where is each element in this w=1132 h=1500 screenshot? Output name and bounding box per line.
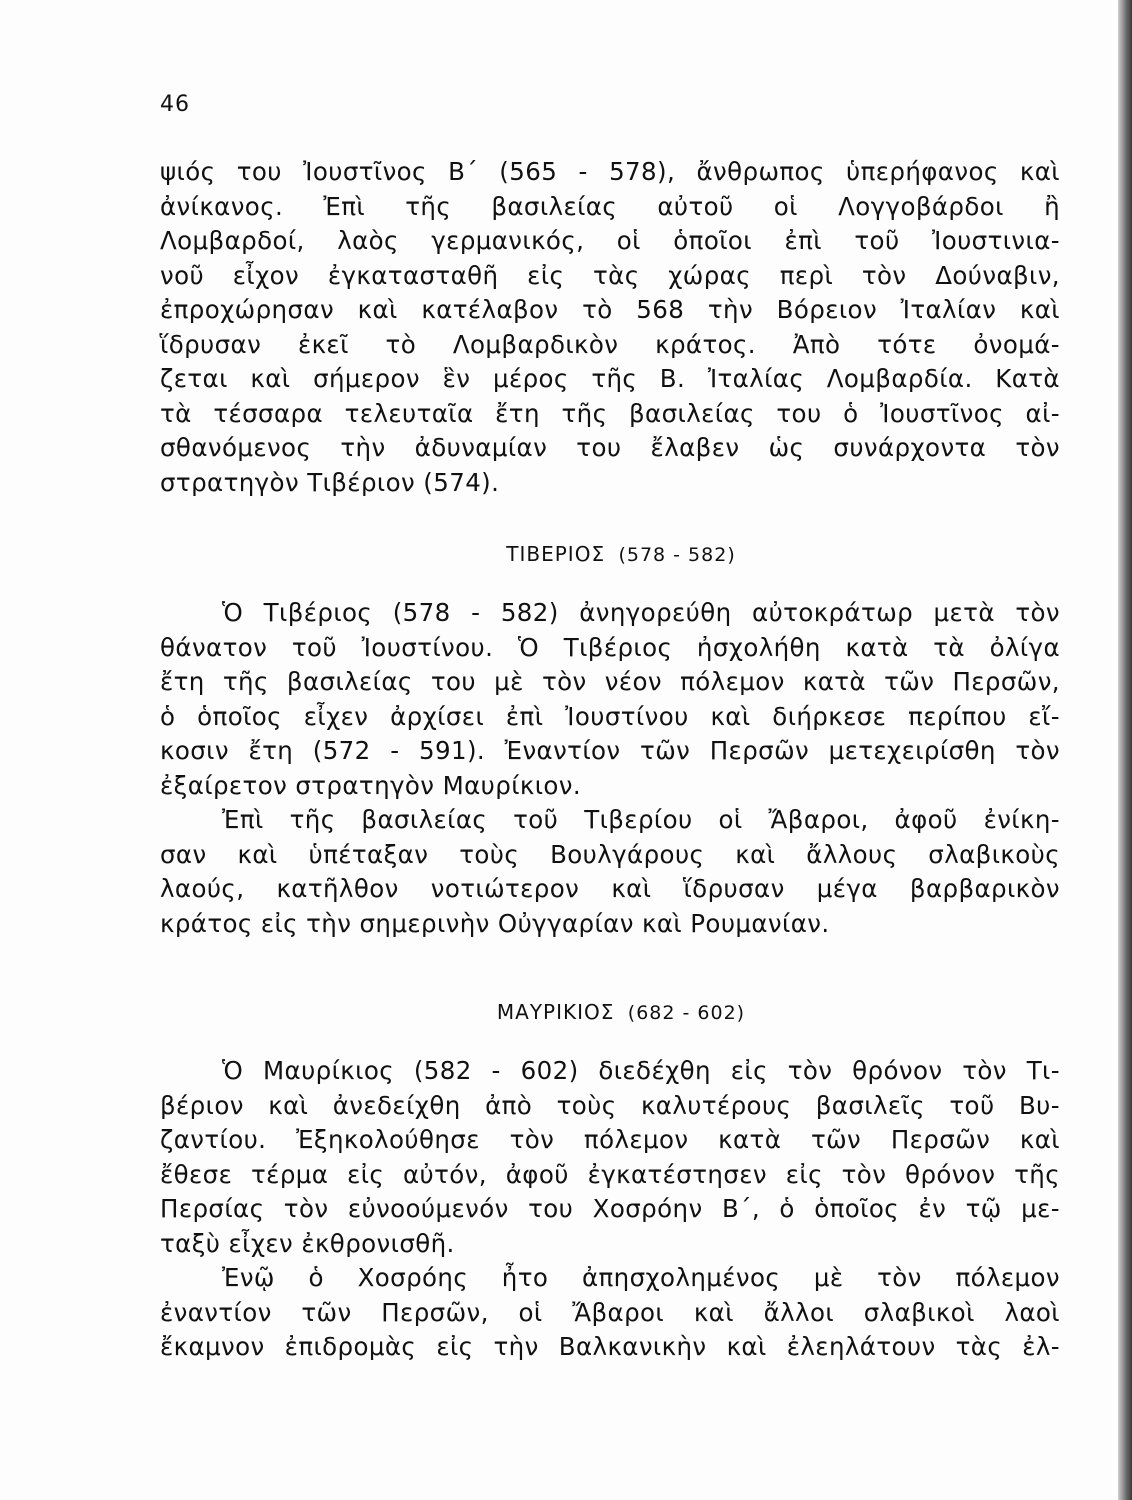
text-line: στρατηγὸν Τιβέριον (574). bbox=[160, 467, 500, 497]
text-line: σθανόμενος τὴν ἀδυναμίαν του ἔλαβεν ὡς συνάρχοντα τὸν bbox=[160, 433, 1060, 462]
page-binding-shadow bbox=[1118, 0, 1132, 1500]
text-line: Ὁ Μαυρίκιος (582 - 602) διεδέχθη εἰς τὸν θρόνον τὸν Τι- bbox=[222, 1056, 1060, 1085]
text-line: ζεται καὶ σήμερον ἓν μέρος τῆς Β. Ἰταλίας Λομβαρδία. Κατὰ bbox=[160, 364, 1060, 393]
text-line: κράτος εἰς τὴν σημερινὴν Οὐγγαρίαν καὶ Ρουμανίαν. bbox=[160, 908, 830, 938]
text-line: Ἐνῷ ὁ Χοσρόης ἦτο ἀπησχολημένος μὲ τὸν πόλεμον bbox=[222, 1263, 1060, 1292]
text-line: ἔτη τῆς βασιλείας του μὲ τὸν νέον πόλεμον κατὰ τῶν Περσῶν, bbox=[160, 667, 1060, 696]
text-line: ἔθεσε τέρμα εἰς αὐτόν, ἀφοῦ ἐγκατέστησεν εἰς τὸν θρόνον τῆς bbox=[160, 1159, 1060, 1189]
text-line: ὁ ὁποῖος εἶχεν ἀρχίσει ἐπὶ Ἰουστίνου καὶ διήρκεσε περίπου εἴ- bbox=[160, 701, 1060, 731]
page-number: 46 bbox=[160, 92, 190, 117]
text-line: κοσιν ἔτη (572 - 591). Ἐναντίον τῶν Περσῶν μετεχειρίσθη τὸν bbox=[160, 736, 1060, 765]
section-heading-tiberios bbox=[0, 542, 1132, 566]
text-line: ψιός του Ἰουστῖνος Β΄ (565 - 578), ἄνθρωπος ὑπερήφανος καὶ bbox=[160, 157, 1060, 186]
text-line: ἵδρυσαν ἐκεῖ τὸ Λομβαρδικὸν κράτος. Ἀπὸ τότε ὀνομά- bbox=[160, 329, 1060, 359]
text-line: Ἐπὶ τῆς βασιλείας τοῦ Τιβερίου οἱ Ἄβαροι, ἀφοῦ ἐνίκη- bbox=[222, 805, 1060, 834]
text-line: ἐπροχώρησαν καὶ κατέλαβον τὸ 568 τὴν Βόρειον Ἰταλίαν καὶ bbox=[160, 295, 1060, 324]
heading-name: ΜΑΥΡΙΚΙΟΣ bbox=[496, 1000, 615, 1024]
text-line: σαν καὶ ὑπέταξαν τοὺς Βουλγάρους καὶ ἄλλους σλαβικοὺς bbox=[160, 839, 1060, 869]
text-line: ἔκαμνον ἐπιδρομὰς εἰς τὴν Βαλκανικὴν καὶ ἐλεηλάτουν τὰς ἐλ- bbox=[160, 1332, 1060, 1361]
heading-name: ΤΙΒΕΡΙΟΣ bbox=[506, 542, 606, 566]
text-line: ἀνίκανος. Ἐπὶ τῆς βασιλείας αὐτοῦ οἱ Λογγοβάρδοι ἢ bbox=[160, 191, 1060, 221]
heading-years: (578 - 582) bbox=[618, 544, 736, 566]
text-line: ταξὺ εἶχεν ἐκθρονισθῆ. bbox=[160, 1228, 455, 1258]
text-line: θάνατον τοῦ Ἰουστίνου. Ὁ Τιβέριος ἠσχολήθη κατὰ τὰ ὀλίγα bbox=[160, 632, 1060, 662]
text-line: ἐξαίρετον στρατηγὸν Μαυρίκιον. bbox=[160, 770, 582, 800]
paragraph-iustinos bbox=[160, 155, 1060, 500]
text-line: Περσίας τὸν εὐνοούμενόν του Χοσρόην Β΄, ὁ ὁποῖος ἐν τῷ με- bbox=[160, 1194, 1060, 1223]
paragraph-tiberios bbox=[160, 596, 1060, 941]
text-line: λαούς, κατῆλθον νοτιώτερον καὶ ἵδρυσαν μέγα βαρβαρικὸν bbox=[160, 874, 1060, 903]
heading-years: (682 - 602) bbox=[627, 1002, 746, 1024]
text-line: ζαντίου. Ἐξηκολούθησε τὸν πόλεμον κατὰ τῶν Περσῶν καὶ bbox=[160, 1125, 1060, 1154]
text-line: Ὁ Τιβέριος (578 - 582) ἀνηγορεύθη αὐτοκράτωρ μετὰ τὸν bbox=[222, 598, 1060, 627]
text-line: ἐναντίον τῶν Περσῶν, οἱ Ἄβαροι καὶ ἄλλοι σλαβικοὶ λαοὶ bbox=[160, 1297, 1060, 1327]
text-line: βέριον καὶ ἀνεδείχθη ἀπὸ τοὺς καλυτέρους βασιλεῖς τοῦ Βυ- bbox=[160, 1090, 1060, 1120]
paragraph-mavrikios bbox=[160, 1054, 1060, 1365]
text-line: τὰ τέσσαρα τελευταῖα ἔτη τῆς βασιλείας του ὁ Ἰουστῖνος αἰ- bbox=[160, 398, 1060, 428]
section-heading-mavrikios bbox=[0, 1000, 1132, 1024]
text-line: νοῦ εἶχον ἐγκατασταθῆ εἰς τὰς χώρας περὶ τὸν Δούναβιν, bbox=[160, 260, 1060, 290]
text-line: Λομβαρδοί, λαὸς γερμανικός, οἱ ὁποῖοι ἐπὶ τοῦ Ἰουστινια- bbox=[160, 226, 1060, 255]
